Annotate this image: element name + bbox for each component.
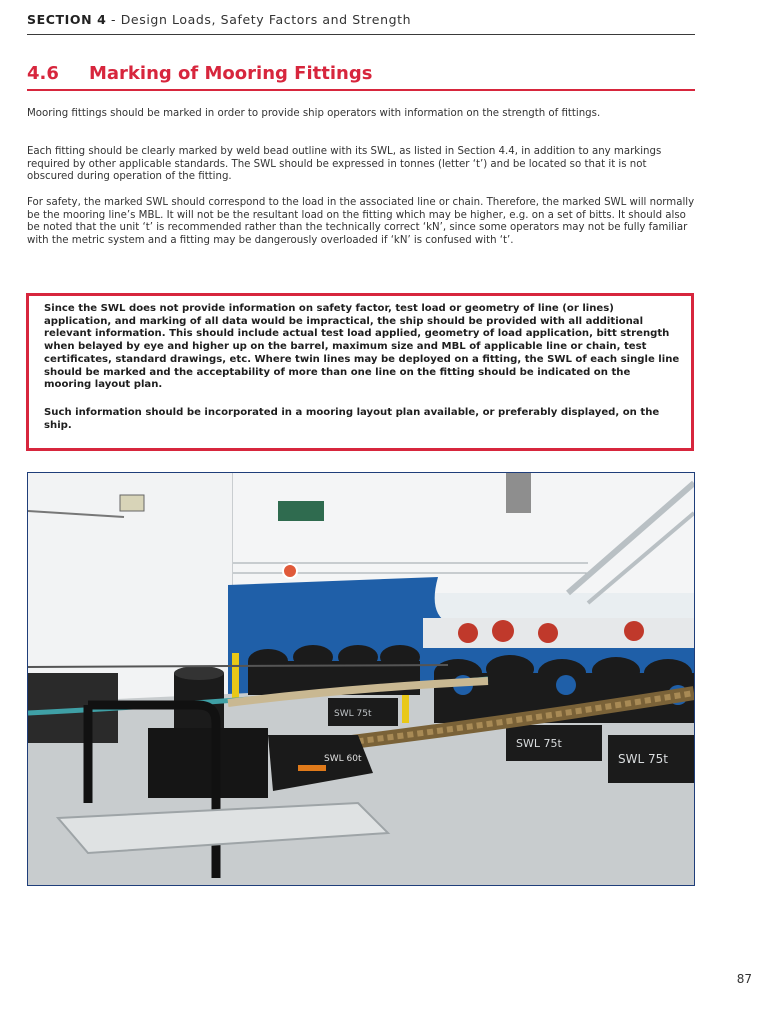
body-paragraph: For safety, the marked SWL should correspond to the load in the associated line or chain. Therefore, the marked SWL will normally be the mooring line’s MBL. It will not be the resultant load on the fitting which may be higher, e.g. on a set of bitts. It should also be noted that the unit ‘t’ is recommended rather than the technically correct ‘kN’, since some operators may not be fully familiar with the metric system and a fitting may be dangerously overloaded if ‘kN’ is confused with ‘t’. [27, 197, 695, 246]
green-panel [278, 501, 324, 521]
section-title: Design Loads, Safety Factors and Strength [120, 12, 412, 27]
heading-title: Marking of Mooring Fittings [89, 63, 373, 84]
callout-paragraph: Such information should be incorporated in a mooring layout plan available, or preferably displayed, on the ship. [44, 407, 660, 431]
body-paragraph: Mooring fittings should be marked in order to provide ship operators with information on the strength of fittings. [27, 108, 601, 119]
swl-marking: SWL 75t [516, 737, 562, 750]
swl-marking: SWL 75t [618, 752, 668, 766]
callout-box [26, 293, 694, 451]
mooring-deck-photo [27, 472, 695, 886]
ship-superstructure [233, 473, 694, 593]
callout-paragraph: Since the SWL does not provide information on safety factor, test load or geometry of line (or lines) application, and marking of all data would be impractical, the ship should be provided with all additional relevant information. This should include actual test load applied, geometry of load application, bitt strength when belayed by eye and higher up on the barrel, maximum size and MBL of applicable line or chain, test certificates, standard drawings, etc. Where twin lines may be deployed on a fitting, the SWL of each single line should be marked and the acceptability of more than one line on the fitting should be indicated on the mooring layout plan. [44, 303, 680, 391]
floodlight-icon [120, 495, 144, 511]
heading-number: 4.6 [27, 63, 59, 84]
winch [148, 728, 268, 798]
section-label: SECTION 4 [27, 12, 107, 27]
body-paragraph: Each fitting should be clearly marked by weld bead outline with its SWL, as listed in Section 4.4, in addition to any markings required by other applicable standards. The SWL should be expressed in tonnes (letter ‘t’) and be located so that it is not obscured during operation of the fitting. [27, 146, 662, 183]
mooring-deck-illustration [28, 473, 694, 885]
swl-marking: SWL 60t [324, 754, 362, 764]
section-heading [27, 63, 695, 91]
page-number: 87 [736, 972, 752, 986]
lifebuoy-icon [283, 564, 297, 578]
section-header [27, 12, 695, 35]
swl-marking: SWL 75t [334, 709, 372, 719]
section-separator: - [106, 12, 121, 27]
